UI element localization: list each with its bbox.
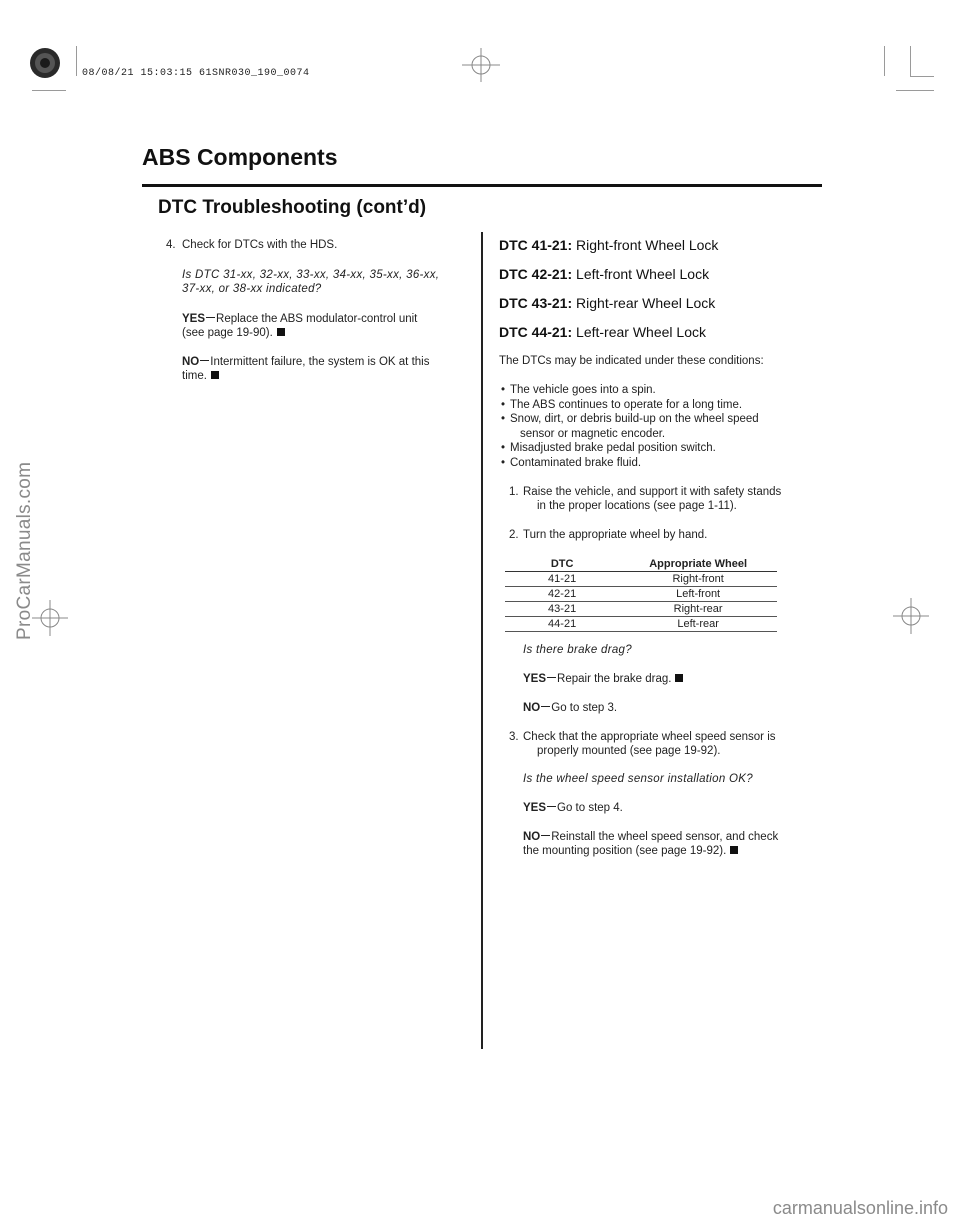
- condition-item: Contaminated brake fluid.: [510, 457, 642, 469]
- yes-branch-l2: [182, 326, 285, 341]
- yes-text: Repair the brake drag.: [557, 673, 672, 685]
- crop-mark: [76, 46, 77, 76]
- table-row: [505, 602, 777, 617]
- column-divider: [481, 232, 483, 1049]
- crop-mark: [896, 90, 934, 91]
- dash: [206, 317, 215, 318]
- no-label: NO: [182, 356, 200, 368]
- dtc-desc: Right-front Wheel Lock: [576, 237, 719, 253]
- table-header: DTC: [505, 557, 619, 572]
- no-text-l2: time.: [182, 370, 207, 382]
- table-row: [505, 587, 777, 602]
- yes-label: YES: [523, 673, 547, 685]
- yes-text-l1: Replace the ABS modulator-control unit: [216, 313, 418, 325]
- conditions-intro: The DTCs may be indicated under these conditions:: [499, 355, 764, 367]
- dtc-desc: Right-rear Wheel Lock: [576, 295, 716, 311]
- no-branch-l2: [182, 369, 219, 384]
- dtc-wheel-table: [505, 557, 777, 632]
- no-text-l1: Intermittent failure, the system is OK at this: [210, 356, 430, 368]
- no-text-l1: Reinstall the wheel speed sensor, and check: [551, 831, 779, 843]
- dtc-code: DTC 44-21:: [499, 324, 573, 340]
- crop-mark: [910, 46, 911, 76]
- crop-mark: [32, 90, 66, 91]
- yes-text-l2: (see page 19-90).: [182, 327, 273, 339]
- dash: [541, 835, 550, 836]
- condition-bullet: •: [501, 384, 506, 396]
- dtc-code: DTC 42-21:: [499, 266, 573, 282]
- condition-item-cont: sensor or magnetic encoder.: [520, 428, 666, 440]
- step-4-number: 4.: [166, 239, 176, 251]
- dtc-code: DTC 41-21:: [499, 237, 573, 253]
- condition-bullet: •: [501, 413, 506, 425]
- table-cell: Left-rear: [619, 617, 777, 632]
- table-row: [505, 572, 777, 587]
- no-label: NO: [523, 831, 541, 843]
- dtc-heading-43-21: [499, 295, 715, 311]
- end-square-icon: [675, 674, 683, 682]
- subsection-title: DTC Troubleshooting (cont’d): [158, 197, 427, 218]
- step-1-number: 1.: [509, 486, 519, 498]
- step-2-text: Turn the appropriate wheel by hand.: [523, 529, 708, 541]
- step-1-text-l1: Raise the vehicle, and support it with safety stands: [523, 486, 782, 498]
- step-3-text-l1: Check that the appropriate wheel speed sensor is: [523, 731, 776, 743]
- no-text-l2: the mounting position (see page 19-92).: [523, 845, 727, 857]
- no-label: NO: [523, 702, 541, 714]
- condition-item: Snow, dirt, or debris build-up on the wheel speed: [510, 413, 759, 425]
- table-row: [505, 617, 777, 632]
- yes-label: YES: [182, 313, 206, 325]
- dash: [547, 806, 556, 807]
- watermark-side: ProCarManuals.com: [14, 461, 35, 640]
- step-1-text-l2: in the proper locations (see page 1-11).: [537, 500, 737, 512]
- table-cell: Right-rear: [619, 602, 777, 617]
- end-square-icon: [277, 328, 285, 336]
- step-2-number: 2.: [509, 529, 519, 541]
- table-cell: 42-21: [505, 587, 619, 602]
- table-cell: 41-21: [505, 572, 619, 587]
- question-dtc-indicated-l1: Is DTC 31-xx, 32-xx, 33-xx, 34-xx, 35-xx, 36-xx,: [182, 269, 440, 281]
- dash: [547, 677, 556, 678]
- crop-mark: [884, 46, 885, 76]
- table-cell: 44-21: [505, 617, 619, 632]
- question-dtc-indicated-l2: 37-xx, or 38-xx indicated?: [182, 283, 322, 295]
- sensor-yes: [523, 801, 623, 816]
- dash: [541, 706, 550, 707]
- crop-mark: [910, 76, 934, 77]
- end-square-icon: [730, 846, 738, 854]
- sensor-no: [523, 830, 778, 845]
- question-sensor-installation: Is the wheel speed sensor installation OK?: [523, 773, 753, 785]
- title-rule: [142, 184, 822, 187]
- dtc-desc: Left-rear Wheel Lock: [576, 324, 706, 340]
- sensor-no-l2: [523, 844, 738, 859]
- dtc-desc: Left-front Wheel Lock: [576, 266, 710, 282]
- condition-bullet: •: [501, 399, 506, 411]
- condition-bullet: •: [501, 442, 506, 454]
- no-text: Go to step 3.: [551, 702, 618, 714]
- step-4-text: Check for DTCs with the HDS.: [182, 239, 338, 251]
- table-header: Appropriate Wheel: [619, 557, 777, 572]
- yes-branch: [182, 312, 417, 327]
- table-cell: Left-front: [619, 587, 777, 602]
- condition-item: The ABS continues to operate for a long time.: [510, 399, 743, 411]
- yes-text: Go to step 4.: [557, 802, 623, 814]
- table-header-row: [505, 557, 777, 572]
- condition-item: Misadjusted brake pedal position switch.: [510, 442, 716, 454]
- condition-bullet: •: [501, 457, 506, 469]
- table-cell: 43-21: [505, 602, 619, 617]
- watermark-bottom: carmanualsonline.info: [772, 1198, 948, 1218]
- dtc-heading-44-21: [499, 324, 706, 340]
- dash: [200, 360, 209, 361]
- dtc-heading-41-21: [499, 237, 718, 253]
- table-cell: Right-front: [619, 572, 777, 587]
- brake-drag-yes: [523, 672, 683, 687]
- step-3-number: 3.: [509, 731, 519, 743]
- brake-drag-no: [523, 701, 617, 716]
- step-3-text-l2: properly mounted (see page 19-92).: [537, 745, 721, 757]
- dtc-code: DTC 43-21:: [499, 295, 573, 311]
- dtc-heading-42-21: [499, 266, 709, 282]
- end-square-icon: [211, 371, 219, 379]
- no-branch: [182, 355, 429, 370]
- yes-label: YES: [523, 802, 547, 814]
- condition-item: The vehicle goes into a spin.: [510, 384, 656, 396]
- question-brake-drag: Is there brake drag?: [523, 644, 632, 656]
- section-title: ABS Components: [142, 144, 338, 170]
- print-timestamp: 08/08/21 15:03:15 61SNR030_190_0074: [82, 68, 310, 79]
